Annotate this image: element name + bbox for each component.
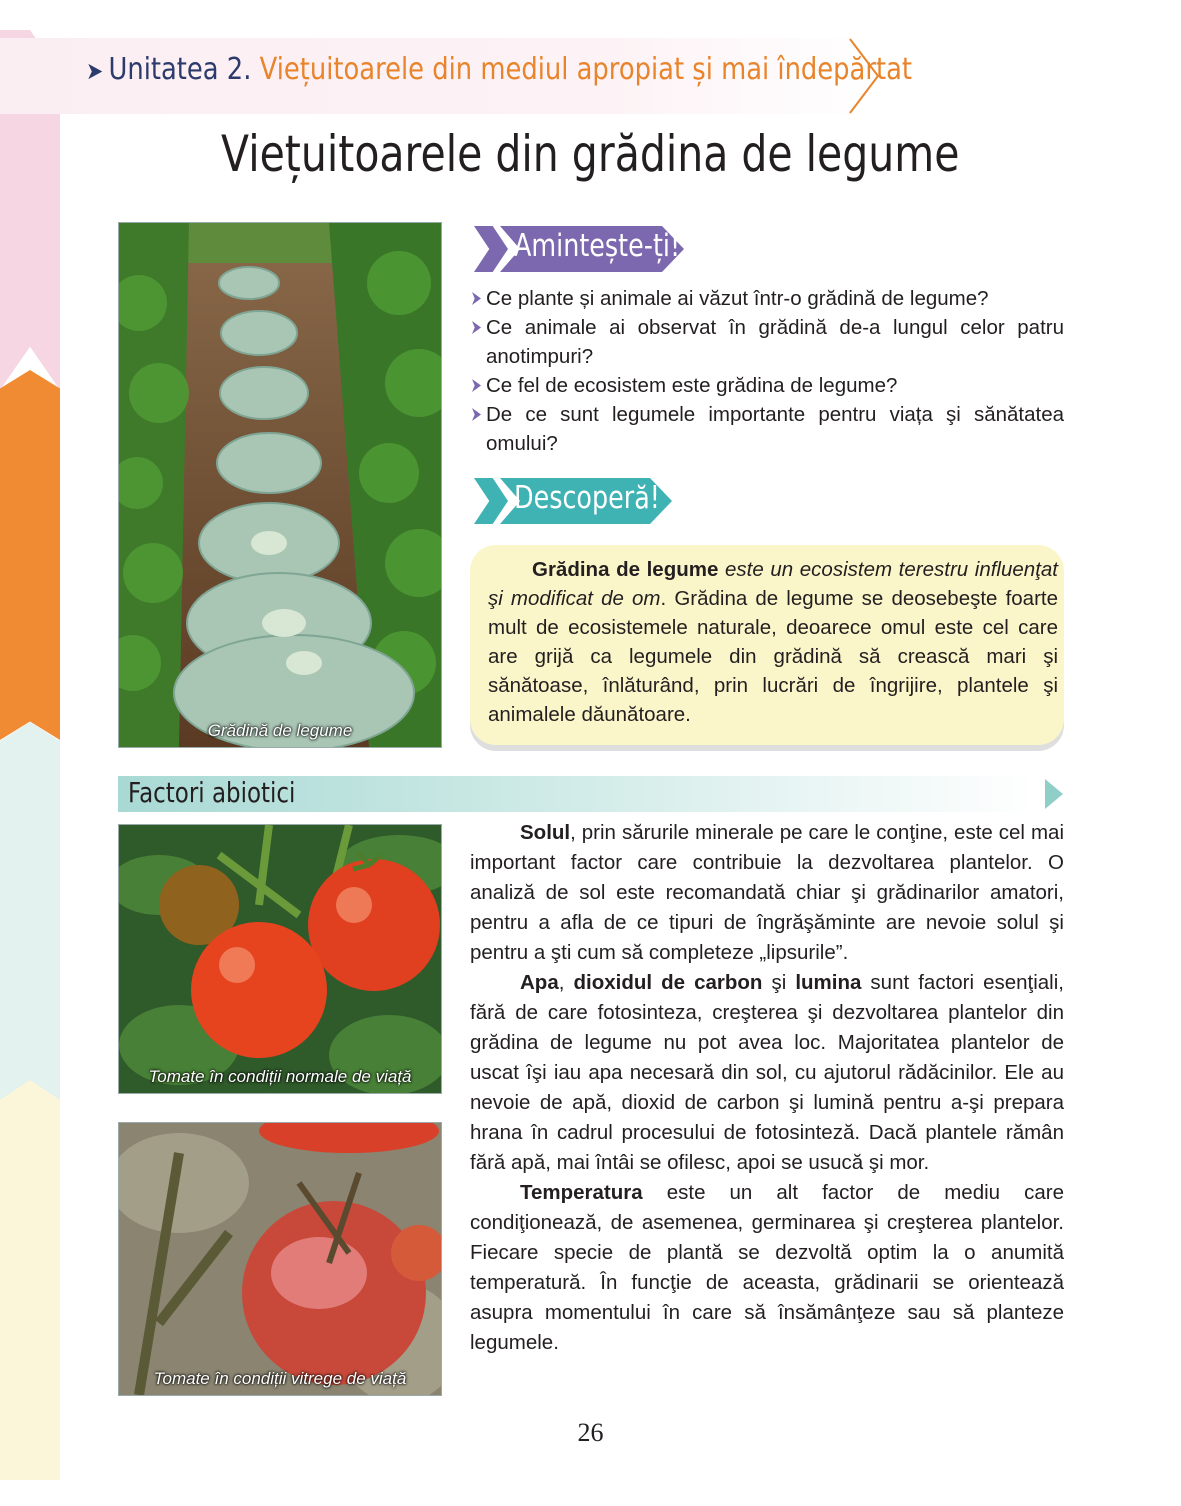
bullet-icon — [472, 408, 481, 421]
side-decoration-orange — [0, 370, 60, 740]
arrow-icon — [1045, 779, 1063, 809]
paragraph-temperature: Temperatura este un alt factor de mediu care condiţionează, de asemenea, germinarea şi creşterea plantelor. Fiecare specie de plantă se dezvoltă optim la o anumită temperatură. În funcţie de aceasta, grădinarii se orientează asupra momentului în care să însămânţeze sau să planteze legumele. — [470, 1181, 1064, 1354]
paragraph-water: Apa, dioxidul de carbon şi lumina sunt factori esenţiali, fără de care fotosinteza, creşterea şi dezvoltarea plantelor din grădina de legume nu pot avea loc. Majoritatea plantelor de uscat îşi iau apa necesară din sol, cu ajutorul rădăcinilor. Ele au nevoie de apă, dioxid de carbon şi lumină pentru a-şi prepara hrana în cadrul procesului de fotosinteză. Dacă plantele rămân fără apă, mai întâi se ofilesc, apoi se usucă şi mor. — [470, 971, 1064, 1174]
discover-title: Descoperă! — [514, 480, 660, 516]
abiotic-title: Factori abiotici — [128, 776, 296, 809]
tomatoes-harsh-photo — [118, 1122, 442, 1396]
question-item: Ce fel de ecosistem este grădina de legume? — [472, 371, 1064, 400]
garden-photo — [118, 222, 442, 748]
bullet-icon — [472, 321, 481, 334]
tomatoes-normal-photo — [118, 824, 442, 1094]
remember-title: Amintește-ți! — [514, 228, 681, 264]
garden-caption: Grădină de legume — [207, 721, 353, 740]
question-item: Ce plante și animale ai văzut într-o grădină de legume? — [472, 284, 1064, 313]
unit-topic: Viețuitoarele din mediul apropiat și mai îndepărtat — [259, 52, 913, 87]
unit-label: Unitatea 2. — [108, 52, 252, 87]
tomatoes-harsh-caption: Tomate în condiții vitrege de viață — [153, 1369, 407, 1388]
definition-text: Grădina de legume este un ecosistem terestru influenţat şi modificat de om. Grădina de legume se deosebeşte foarte mult de ecosistemele naturale, deoarece omul este cel care are grijă ca legumele din grădină să crească mari şi sănătoase, înlăturând, prin lucrări de îngrijire, plantele şi animalele dăunătoare. — [488, 558, 1058, 726]
definition-box — [470, 545, 1064, 745]
question-item: De ce sunt legumele importante pentru viața şi sănătatea omului? — [472, 400, 1064, 458]
abiotic-section-header — [118, 776, 1063, 812]
paragraph-soil: Solul, prin sărurile minerale pe care le conţine, este cel mai important factor care contribuie la dezvoltarea plantelor. O analiză de sol este recomandată chiar şi grădinarilor amatori, pentru a afla de ce tipuri de îngrăşăminte are nevoie solul şi pentru a şti cum să completeze „lipsurile”. — [470, 821, 1064, 964]
page-title: Viețuitoarele din grădina de legume — [221, 125, 960, 183]
unit-header — [0, 38, 913, 114]
page-number: 26 — [577, 1418, 604, 1447]
garden-image — [119, 223, 441, 747]
remember-tag — [474, 226, 684, 272]
arrow-icon: ➤ — [86, 57, 104, 85]
discover-tag — [474, 478, 672, 524]
side-decoration-mint — [0, 722, 60, 1102]
tomatoes-normal-image — [119, 825, 441, 1093]
bullet-icon — [472, 292, 481, 305]
abiotic-text — [470, 818, 1064, 1358]
question-item: Ce animale ai observat în grădină de-a lungul celor patru anotimpuri? — [472, 313, 1064, 371]
bullet-icon — [472, 379, 481, 392]
tomatoes-normal-caption: Tomate în condiții normale de viață — [148, 1067, 412, 1086]
tomatoes-harsh-image — [119, 1123, 441, 1395]
